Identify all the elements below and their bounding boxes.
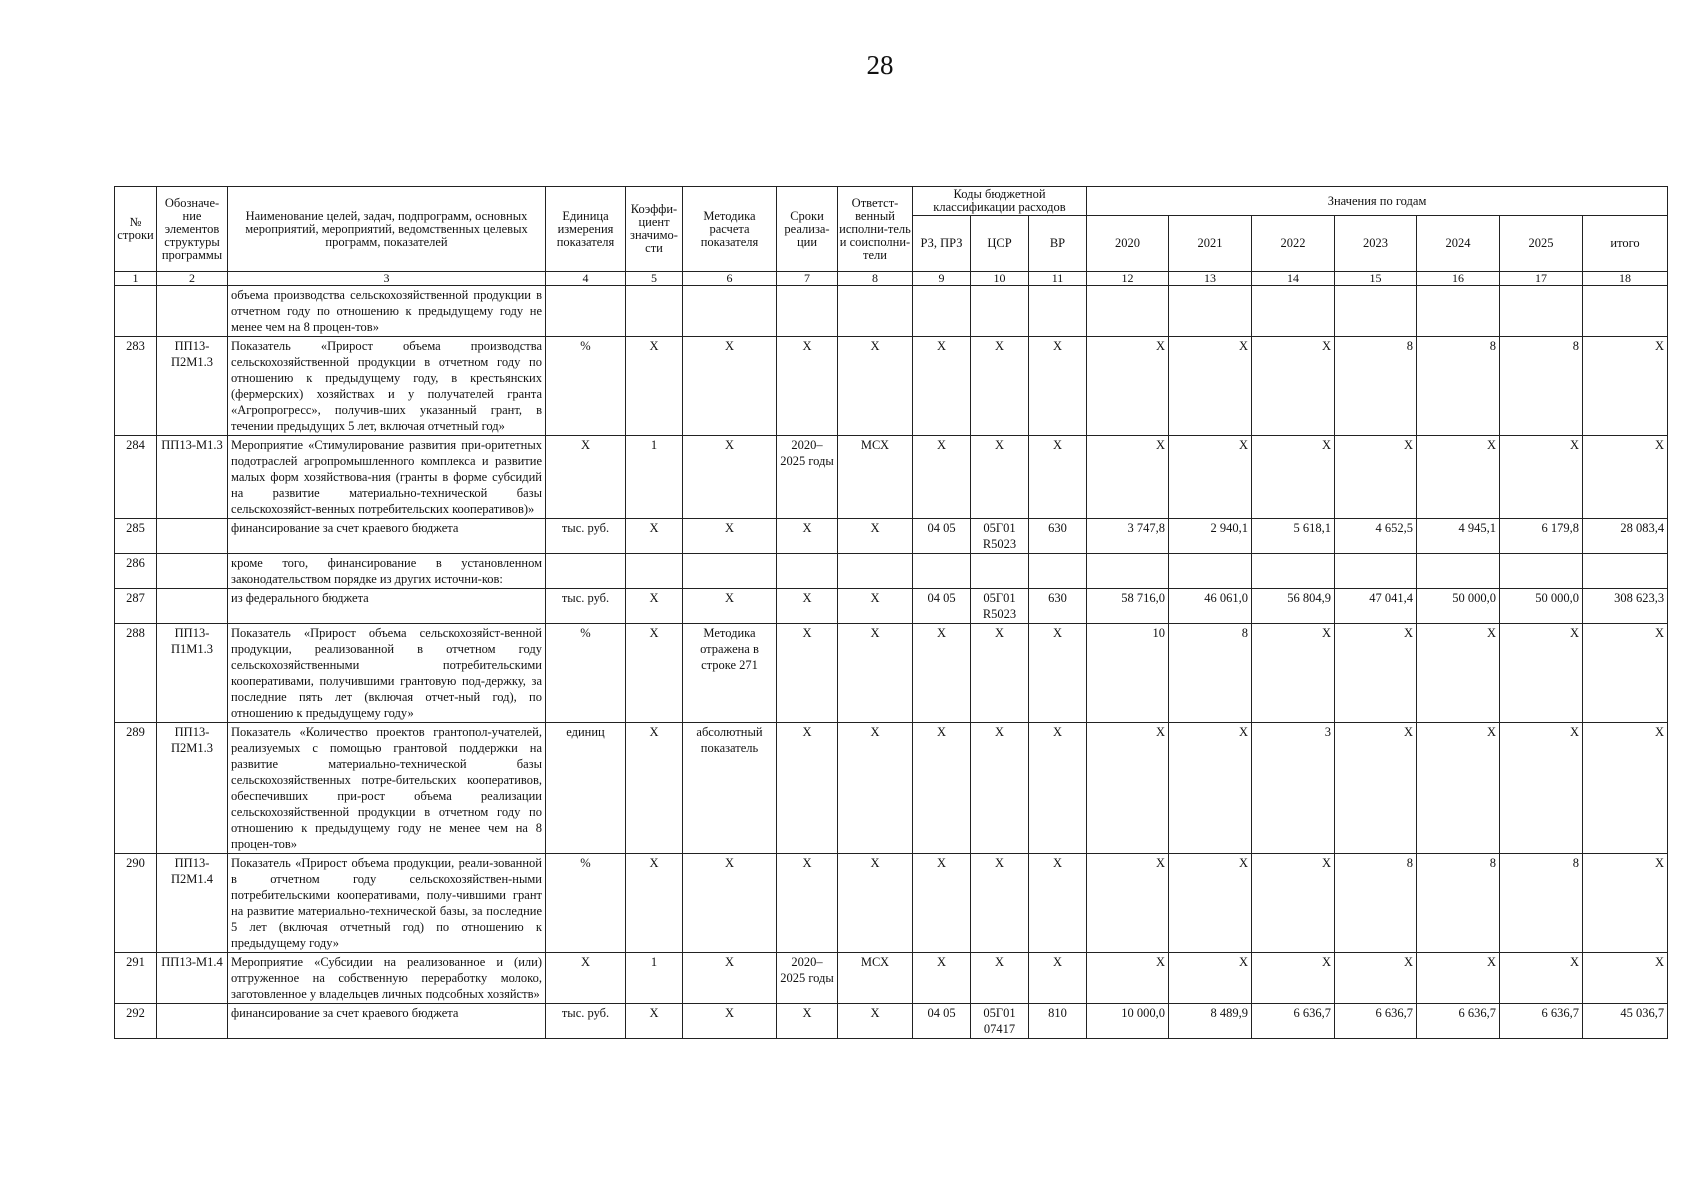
vr-code: X [1029,624,1087,723]
value-2024: 4 945,1 [1417,519,1500,554]
csr-code: X [971,624,1029,723]
vr-code: X [1029,337,1087,436]
responsible: X [838,1004,913,1039]
value-2024: 6 636,7 [1417,1004,1500,1039]
table-row [115,854,1668,953]
responsible: МСХ [838,436,913,519]
row-name: Показатель «Прирост объема продукции, реали-зованной в отчетном году сельскохозяйствен-ными потребительскими кооперативами, полу-чившими грант на развитие материально-технической базы, за последние 5 лет (включая отчетный год) по отношению к предыдущему году» [228,854,546,953]
row-number: 284 [115,436,157,519]
value-2021: 8 [1169,624,1252,723]
table-body [115,286,1668,1039]
value-2024: 50 000,0 [1417,589,1500,624]
terms: X [777,337,838,436]
row-name: из федерального бюджета [228,589,546,624]
method: X [683,854,777,953]
element-code [157,589,228,624]
coefficient: X [626,723,683,854]
header-year-2023: 2023 [1335,216,1417,272]
vr-code: 630 [1029,519,1087,554]
column-number: 4 [546,272,626,286]
value-2022: X [1252,337,1335,436]
value-2022: X [1252,953,1335,1004]
responsible [838,286,913,337]
vr-code: X [1029,723,1087,854]
value-2024 [1417,286,1500,337]
value-2023: X [1335,723,1417,854]
value-2023: 6 636,7 [1335,1004,1417,1039]
header-elements: Обозначе-ние элементов структуры программы [157,187,228,272]
value-2023: 8 [1335,337,1417,436]
header-values-by-year: Значения по годам [1087,187,1668,216]
csr-code: X [971,337,1029,436]
value-2020 [1087,554,1169,589]
terms: X [777,589,838,624]
column-number: 15 [1335,272,1417,286]
vr-code: X [1029,436,1087,519]
responsible: X [838,337,913,436]
value-2025: 8 [1500,337,1583,436]
value-2024 [1417,554,1500,589]
element-code [157,1004,228,1039]
unit: тыс. руб. [546,519,626,554]
header-method: Методика расчета показателя [683,187,777,272]
value-2023: X [1335,953,1417,1004]
responsible: МСХ [838,953,913,1004]
csr-code: 05Г01 07417 [971,1004,1029,1039]
program-table [114,186,1668,1039]
row-number: 289 [115,723,157,854]
header-unit: Единица измерения показателя [546,187,626,272]
header-responsible: Ответст-венный исполни-тель и соисполни-тели [838,187,913,272]
value-2023: X [1335,624,1417,723]
method: X [683,589,777,624]
row-name: Показатель «Прирост объема производства сельскохозяйственной продукции в отчетном году по отношению к предыдущему году, в крестьянских (фермерских) хозяйствах и у получателей гранта «Агропрогресс», получив-ших указанный грант, в течении предыдущих 5 лет, включая отчетный год» [228,337,546,436]
column-number: 3 [228,272,546,286]
method: X [683,1004,777,1039]
row-number: 286 [115,554,157,589]
responsible: X [838,519,913,554]
element-code: ПП13-П2М1.3 [157,723,228,854]
rz-code: X [913,624,971,723]
value-2021: X [1169,337,1252,436]
header-year-2024: 2024 [1417,216,1500,272]
value-2023: 4 652,5 [1335,519,1417,554]
value-2025: 50 000,0 [1500,589,1583,624]
value-2021: 46 061,0 [1169,589,1252,624]
row-name: объема производства сельскохозяйственной продукции в отчетном году по отношению к предыдущему году не менее чем на 8 процен-тов» [228,286,546,337]
row-number: 285 [115,519,157,554]
method: X [683,337,777,436]
value-2025: X [1500,953,1583,1004]
coefficient: 1 [626,436,683,519]
column-number-row [115,272,1668,286]
row-number: 290 [115,854,157,953]
rz-code [913,286,971,337]
table-header [115,187,1668,286]
value-2025 [1500,286,1583,337]
page-number: 28 [866,50,894,80]
responsible: X [838,723,913,854]
column-number: 8 [838,272,913,286]
value-total: 28 083,4 [1583,519,1668,554]
value-2022: X [1252,624,1335,723]
value-2024: 8 [1417,337,1500,436]
column-number: 6 [683,272,777,286]
header-row-no: № строки [115,187,157,272]
column-number: 14 [1252,272,1335,286]
value-2024: X [1417,953,1500,1004]
vr-code: X [1029,854,1087,953]
method: абсолютный показатель [683,723,777,854]
table-row [115,1004,1668,1039]
value-total: X [1583,723,1668,854]
terms: X [777,854,838,953]
column-number: 5 [626,272,683,286]
terms [777,286,838,337]
value-2022 [1252,554,1335,589]
header-vr: ВР [1029,216,1087,272]
column-number: 16 [1417,272,1500,286]
row-name: финансирование за счет краевого бюджета [228,519,546,554]
terms: X [777,1004,838,1039]
responsible [838,554,913,589]
value-total: 308 623,3 [1583,589,1668,624]
vr-code: 810 [1029,1004,1087,1039]
rz-code: X [913,953,971,1004]
rz-code: X [913,854,971,953]
responsible: X [838,854,913,953]
value-2020: X [1087,854,1169,953]
value-2020: X [1087,723,1169,854]
header-year-2022: 2022 [1252,216,1335,272]
header-budget-codes: Коды бюджетной классификации расходов [913,187,1087,216]
element-code [157,286,228,337]
value-2022: 6 636,7 [1252,1004,1335,1039]
row-name: кроме того, финансирование в установленном законодательством порядке из других источни-ков: [228,554,546,589]
csr-code: X [971,436,1029,519]
value-2022: 3 [1252,723,1335,854]
unit: % [546,624,626,723]
row-name: финансирование за счет краевого бюджета [228,1004,546,1039]
table-row [115,286,1668,337]
coefficient [626,286,683,337]
header-terms: Сроки реализа-ции [777,187,838,272]
value-2021: X [1169,436,1252,519]
value-2020: X [1087,337,1169,436]
column-number: 9 [913,272,971,286]
coefficient [626,554,683,589]
value-2021: 8 489,9 [1169,1004,1252,1039]
value-2020: X [1087,953,1169,1004]
value-2020: 10 000,0 [1087,1004,1169,1039]
unit: X [546,436,626,519]
value-2024: 8 [1417,854,1500,953]
csr-code [971,286,1029,337]
column-number: 13 [1169,272,1252,286]
column-number: 12 [1087,272,1169,286]
row-name: Показатель «Количество проектов грантопол-учателей, реализуемых с помощью грантовой поддержки на развитие материально-технической базы сельскохозяйственных потре-бительских кооперативов, обеспечивших при-рост объема реализации сельскохозяйственной продукции в отчетном году по отношению к предыдущему году не менее чем на 8 процен-тов» [228,723,546,854]
column-number: 10 [971,272,1029,286]
value-2021: X [1169,723,1252,854]
method [683,554,777,589]
column-number: 18 [1583,272,1668,286]
table-row [115,953,1668,1004]
value-2022: 5 618,1 [1252,519,1335,554]
header-name: Наименование целей, задач, подпрограмм, основных мероприятий, мероприятий, ведомственных целевых программ, показателей [228,187,546,272]
value-2023 [1335,286,1417,337]
terms: X [777,519,838,554]
rz-code [913,554,971,589]
value-2025: 6 179,8 [1500,519,1583,554]
value-2025: 6 636,7 [1500,1004,1583,1039]
header-year-2021: 2021 [1169,216,1252,272]
terms: X [777,624,838,723]
element-code: ПП13-М1.3 [157,436,228,519]
element-code [157,554,228,589]
row-number: 283 [115,337,157,436]
unit: тыс. руб. [546,589,626,624]
coefficient: X [626,1004,683,1039]
value-total [1583,286,1668,337]
terms: 2020–2025 годы [777,953,838,1004]
value-2025: X [1500,624,1583,723]
coefficient: 1 [626,953,683,1004]
csr-code [971,554,1029,589]
rz-code: X [913,337,971,436]
vr-code: 630 [1029,589,1087,624]
value-2021: X [1169,854,1252,953]
csr-code: X [971,953,1029,1004]
vr-code: X [1029,953,1087,1004]
rz-code: 04 05 [913,589,971,624]
terms: 2020–2025 годы [777,436,838,519]
header-csr: ЦСР [971,216,1029,272]
rz-code: X [913,436,971,519]
table-row [115,554,1668,589]
method: X [683,519,777,554]
coefficient: X [626,624,683,723]
value-2020: 58 716,0 [1087,589,1169,624]
value-2025: X [1500,436,1583,519]
table-row [115,519,1668,554]
unit: тыс. руб. [546,1004,626,1039]
responsible: X [838,624,913,723]
value-2022: X [1252,854,1335,953]
column-number: 17 [1500,272,1583,286]
responsible: X [838,589,913,624]
table-row [115,337,1668,436]
row-name: Мероприятие «Стимулирование развития при-оритетных подотраслей агропромышленного комплекса и развитие малых форм хозяйствова-ния (гранты в форме субсидий на развитие материально-технической базы сельскохозяйст-венных потребительских кооперативов)» [228,436,546,519]
value-total: X [1583,624,1668,723]
coefficient: X [626,519,683,554]
header-year-2020: 2020 [1087,216,1169,272]
value-2020 [1087,286,1169,337]
terms: X [777,723,838,854]
table-row [115,436,1668,519]
row-name: Показатель «Прирост объема сельскохозяйст-венной продукции, реализованной в отчетном году сельскохозяйственными потребительскими кооперативами, получившими грантовую под-держку, за последние пять лет (включая отчет-ный год), по отношению к предыдущему году» [228,624,546,723]
value-2025: X [1500,723,1583,854]
terms [777,554,838,589]
table-row [115,723,1668,854]
column-number: 7 [777,272,838,286]
row-name: Мероприятие «Субсидии на реализованное и (или) отгруженное на собственную переработку молоко, заготовленное у владельцев личных подсобных хозяйств» [228,953,546,1004]
value-total [1583,554,1668,589]
unit: X [546,953,626,1004]
column-number: 1 [115,272,157,286]
value-2024: X [1417,723,1500,854]
row-number: 291 [115,953,157,1004]
element-code [157,519,228,554]
method: X [683,953,777,1004]
value-2025 [1500,554,1583,589]
method: X [683,436,777,519]
column-number: 11 [1029,272,1087,286]
value-2020: X [1087,436,1169,519]
value-2025: 8 [1500,854,1583,953]
element-code: ПП13-П1М1.3 [157,624,228,723]
header-year-2025: 2025 [1500,216,1583,272]
header-coef: Коэффи-циент значимо-сти [626,187,683,272]
unit [546,554,626,589]
value-2023: X [1335,436,1417,519]
value-total: 45 036,7 [1583,1004,1668,1039]
method [683,286,777,337]
value-2021: 2 940,1 [1169,519,1252,554]
value-total: X [1583,436,1668,519]
csr-code: 05Г01 R5023 [971,589,1029,624]
coefficient: X [626,854,683,953]
unit: % [546,854,626,953]
value-2022: 56 804,9 [1252,589,1335,624]
row-number: 292 [115,1004,157,1039]
vr-code [1029,286,1087,337]
value-2020: 10 [1087,624,1169,723]
header-total: итого [1583,216,1668,272]
unit [546,286,626,337]
coefficient: X [626,589,683,624]
value-2024: X [1417,624,1500,723]
value-2024: X [1417,436,1500,519]
rz-code: X [913,723,971,854]
value-2023 [1335,554,1417,589]
element-code: ПП13-М1.4 [157,953,228,1004]
value-2020: 3 747,8 [1087,519,1169,554]
vr-code [1029,554,1087,589]
column-number: 2 [157,272,228,286]
csr-code: 05Г01 R5023 [971,519,1029,554]
value-2023: 8 [1335,854,1417,953]
value-2021 [1169,286,1252,337]
row-number: 288 [115,624,157,723]
element-code: ПП13-П2М1.3 [157,337,228,436]
rz-code: 04 05 [913,519,971,554]
element-code: ПП13-П2М1.4 [157,854,228,953]
header-rz: РЗ, ПРЗ [913,216,971,272]
table-row [115,589,1668,624]
value-2022: X [1252,436,1335,519]
value-2023: 47 041,4 [1335,589,1417,624]
unit: единиц [546,723,626,854]
value-total: X [1583,337,1668,436]
coefficient: X [626,337,683,436]
value-total: X [1583,854,1668,953]
csr-code: X [971,854,1029,953]
rz-code: 04 05 [913,1004,971,1039]
value-2022 [1252,286,1335,337]
value-2021: X [1169,953,1252,1004]
value-total: X [1583,953,1668,1004]
row-number: 287 [115,589,157,624]
method: Методика отражена в строке 271 [683,624,777,723]
table-row [115,624,1668,723]
csr-code: X [971,723,1029,854]
unit: % [546,337,626,436]
row-number [115,286,157,337]
value-2021 [1169,554,1252,589]
